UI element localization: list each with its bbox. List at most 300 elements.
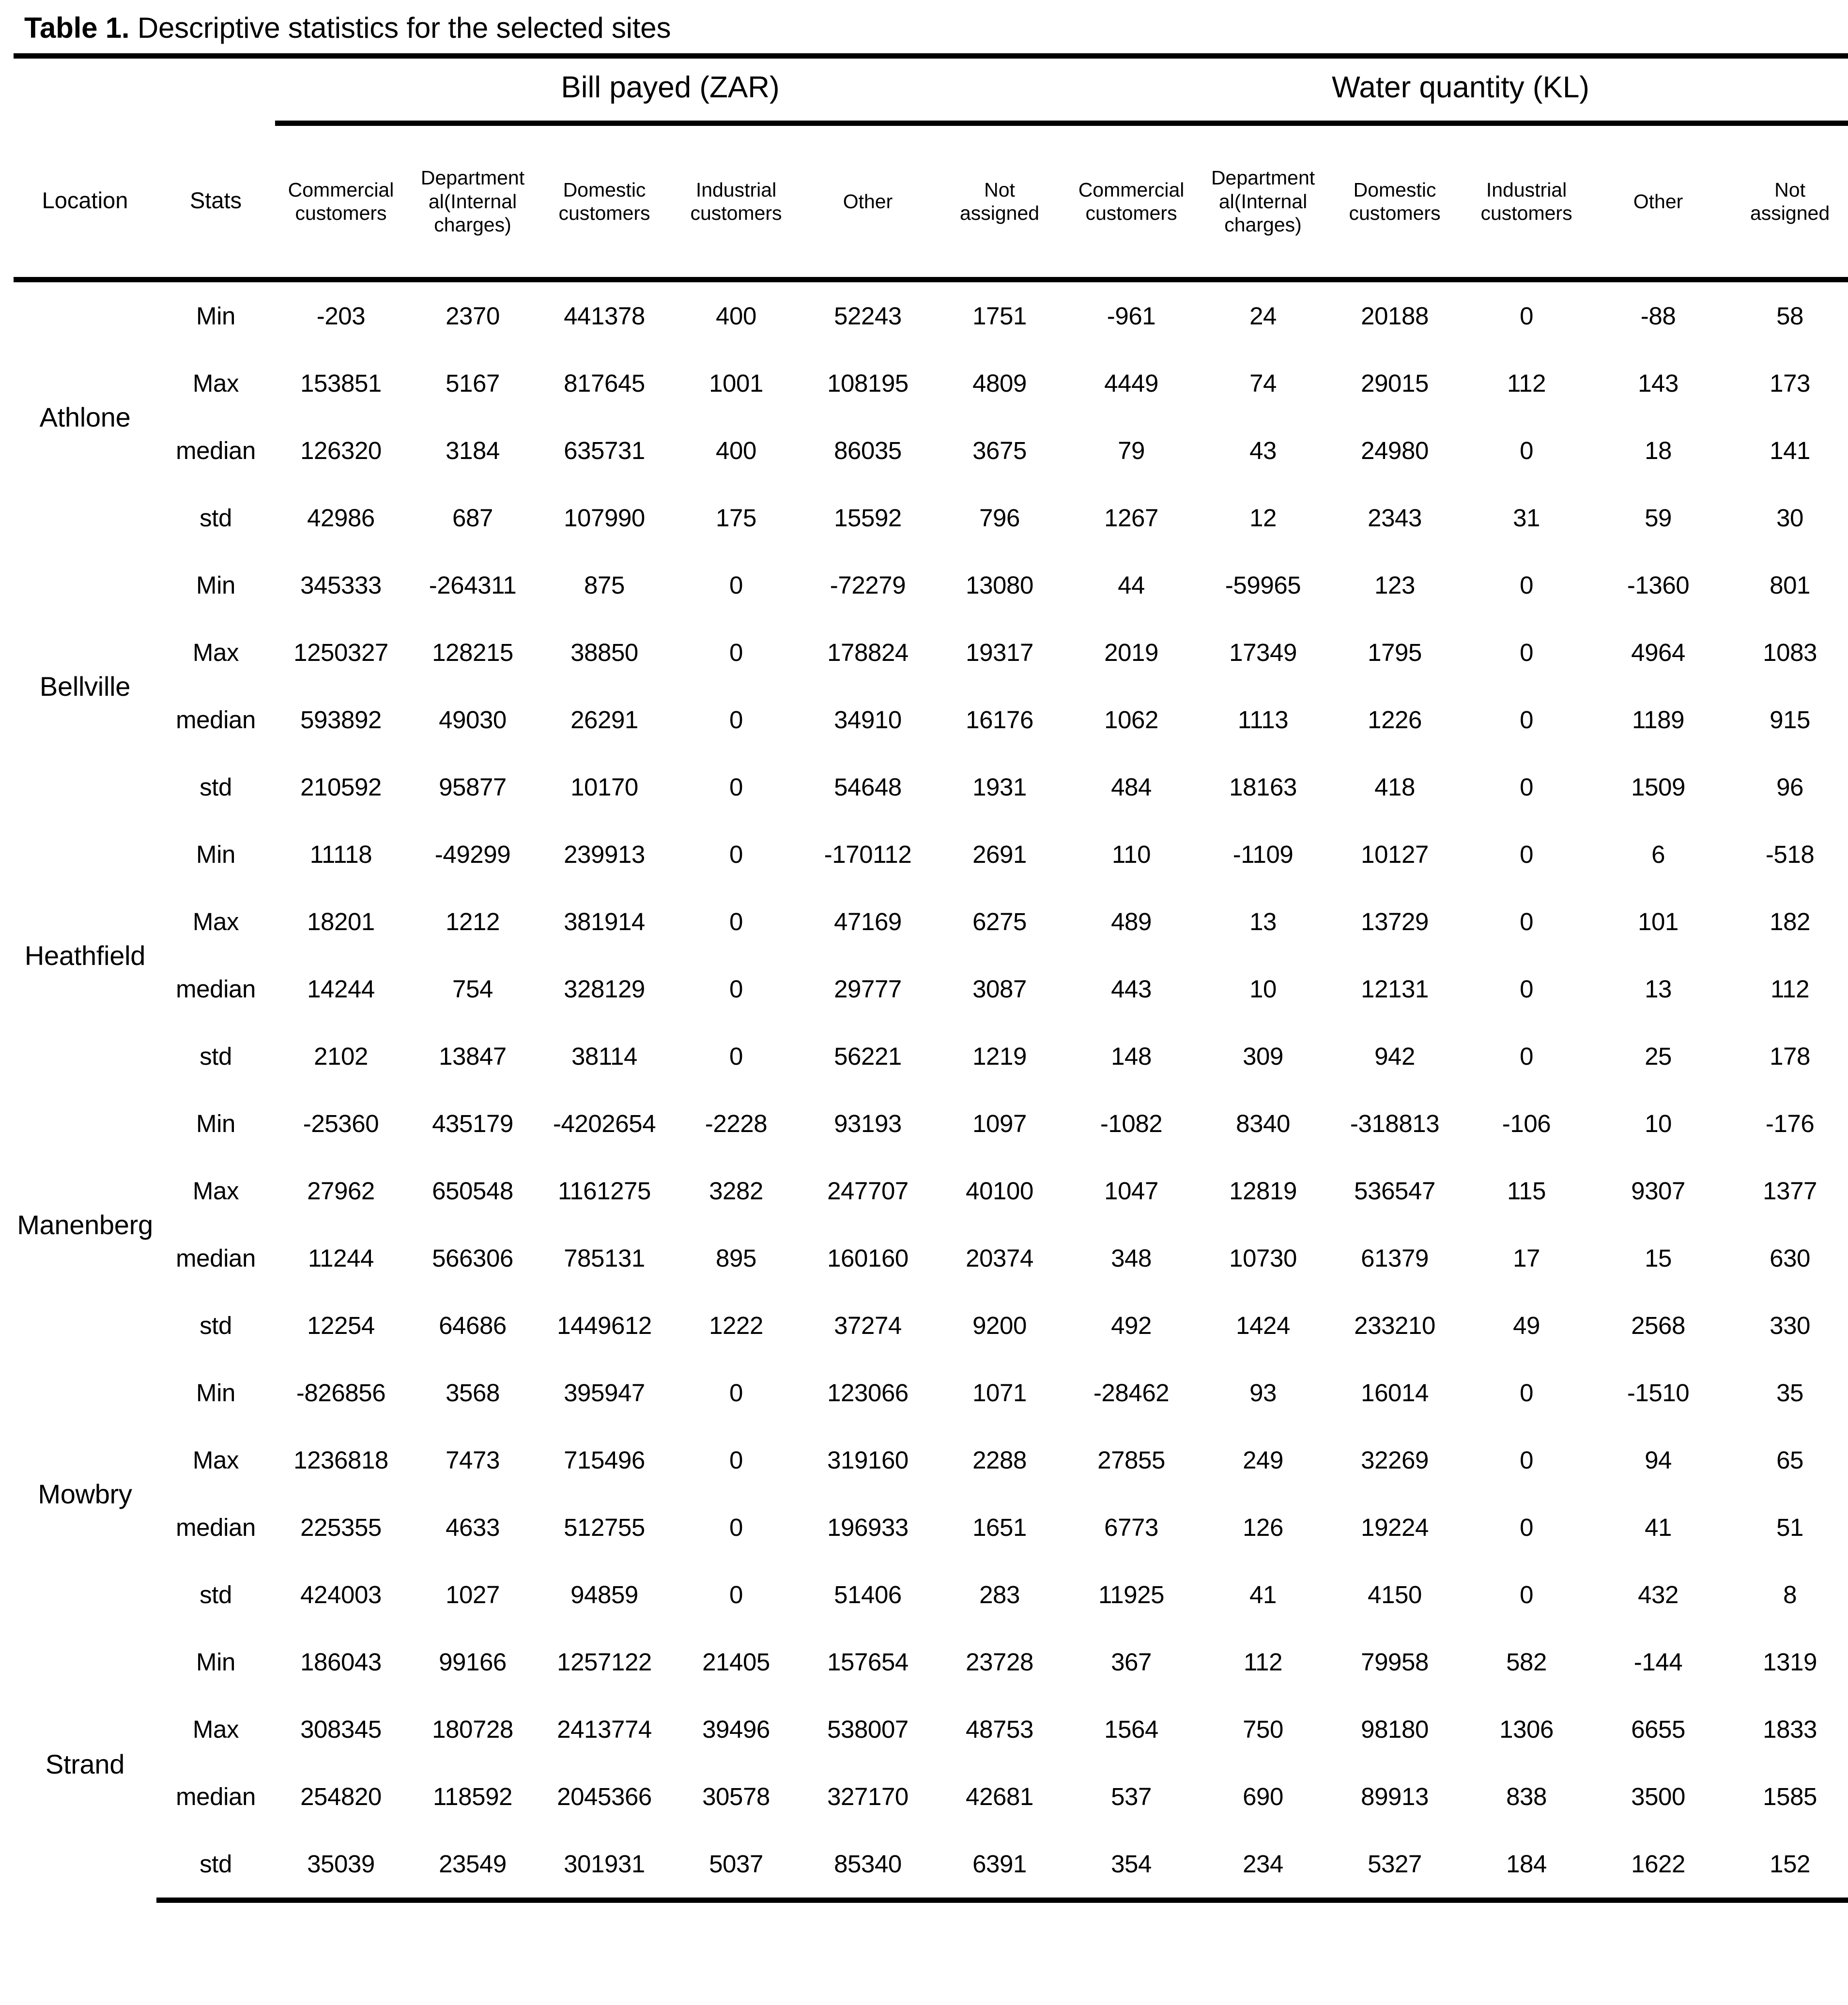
data-cell: 178 [1770,1042,1811,1070]
data-cell: 42681 [966,1783,1033,1810]
data-cell: 210592 [300,773,382,801]
data-cell: 0 [729,1514,743,1541]
header-line: Other [1633,190,1683,213]
stat-label-cell: std [200,773,232,801]
data-cell: 16176 [966,706,1033,734]
data-cell: 0 [729,639,743,666]
data-cell: 0 [1520,1379,1534,1407]
data-cell: 59 [1645,504,1672,532]
data-cell: 12131 [1361,975,1429,1003]
data-cell: 13847 [439,1042,507,1070]
data-cell: 13080 [966,571,1033,599]
data-cell: 11118 [309,841,372,868]
stat-label-cell: median [176,437,256,464]
data-cell: 2691 [972,841,1027,868]
data-cell: 41 [1645,1514,1672,1541]
stat-label-cell: median [176,1514,256,1541]
data-cell: 4964 [1631,639,1685,666]
table-row [14,888,1848,955]
header-line: Commercial [288,178,394,201]
data-cell: 1377 [1763,1177,1817,1205]
data-cell: 1097 [972,1110,1027,1137]
data-cell: 895 [716,1244,756,1272]
data-cell: 0 [729,1042,743,1070]
data-cell: 99166 [439,1648,507,1676]
data-cell: 8 [1783,1581,1797,1608]
data-cell: 17349 [1229,639,1297,666]
table-row [14,1090,1848,1157]
data-cell: 1424 [1236,1312,1290,1339]
data-cell: 160160 [827,1244,909,1272]
data-cell: 715496 [564,1446,645,1474]
data-cell: 126320 [300,437,382,464]
data-cell: 115 [1507,1177,1546,1205]
data-cell: 0 [1520,1446,1534,1474]
header-line: customers [1349,202,1441,224]
group-spacer-location [14,56,156,123]
stat-label-cell: median [176,706,256,734]
data-cell: 180728 [432,1715,513,1743]
data-cell: 65 [1776,1446,1804,1474]
data-cell: 186043 [300,1648,382,1676]
data-cell: 367 [1111,1648,1152,1676]
data-cell: 16014 [1361,1379,1429,1407]
data-cell: 0 [1520,975,1534,1003]
data-cell: 0 [729,975,743,1003]
data-cell: 17 [1513,1244,1540,1272]
data-cell: 3184 [446,437,500,464]
data-cell: 107990 [564,504,645,532]
table-row [14,1292,1848,1359]
table-row [14,1023,1848,1090]
header-line: Department [1211,167,1315,189]
data-cell: 1795 [1368,639,1422,666]
data-cell: 42986 [307,504,375,532]
data-cell: 11925 [1098,1581,1165,1608]
data-cell: 184 [1461,1830,1592,1900]
data-cell: 123 [1374,571,1415,599]
stat-label-cell: std [200,1581,232,1608]
header-line: Industrial [695,178,777,201]
data-cell: 1651 [972,1514,1027,1541]
data-cell: 108195 [827,369,909,397]
data-cell: 35 [1776,1379,1804,1407]
data-cell: 330 [1770,1312,1811,1339]
data-cell: 1236818 [293,1446,388,1474]
data-cell: 1212 [446,908,500,935]
data-cell: -2228 [705,1110,768,1137]
data-cell: 30578 [702,1783,770,1810]
data-cell: -72279 [830,571,906,599]
header-line: customers [1480,202,1572,224]
data-cell: 2045366 [557,1783,652,1810]
stat-label-cell: Min [196,1648,235,1676]
header-line: Domestic [563,178,646,201]
data-cell: 96 [1776,773,1804,801]
data-cell: 126 [1243,1514,1283,1541]
data-cell: 25 [1645,1042,1672,1070]
data-cell: 1222 [709,1312,763,1339]
data-cell: 58 [1776,302,1804,330]
data-cell: 74 [1249,369,1277,397]
data-cell: 38114 [571,1042,638,1070]
stat-label-cell: Max [192,1446,239,1474]
data-cell: 395947 [564,1379,645,1407]
data-cell: 875 [584,571,625,599]
table-row [14,753,1848,821]
stat-label-cell: median [176,1783,256,1810]
stat-label-cell: Min [196,1379,235,1407]
data-cell: 13729 [1361,908,1429,935]
data-cell: 3087 [972,975,1027,1003]
data-cell: 630 [1770,1244,1811,1272]
data-cell: 309 [1243,1042,1283,1070]
data-cell: 27855 [1097,1446,1165,1474]
data-cell: -176 [1765,1110,1815,1137]
data-cell: -144 [1633,1648,1683,1676]
data-cell: 1257122 [557,1648,652,1676]
data-cell: 2413774 [557,1715,652,1743]
header-line: Not [1774,178,1805,201]
data-cell: 157654 [827,1648,909,1676]
data-cell: 48753 [966,1715,1033,1743]
data-cell: 34910 [834,706,902,734]
header-line: Department [420,167,525,189]
data-cell: 0 [729,1446,743,1474]
data-cell: 1564 [1104,1715,1158,1743]
data-cell: 2568 [1631,1312,1685,1339]
data-cell: 239913 [564,841,645,868]
column-header-water-commercial-customers [1065,123,1197,280]
data-cell: 0 [1520,908,1534,935]
data-cell: 225355 [300,1514,382,1541]
data-cell: 1449612 [557,1312,652,1339]
data-cell: 101 [1638,908,1679,935]
data-cell: 94859 [570,1581,638,1608]
column-header-water-departmental-internal-charges [1197,123,1329,280]
location-cell: Strand [45,1749,125,1780]
data-cell: 56221 [834,1042,902,1070]
table-row [14,955,1848,1023]
location-cell: Heathfield [24,940,146,971]
table-row [14,1830,1848,1900]
data-cell: 39496 [702,1715,770,1743]
data-cell: 785131 [564,1244,645,1272]
data-cell: 838 [1506,1783,1547,1810]
table-row [14,1561,1848,1628]
group-header-bill-payed: Bill payed (ZAR) [275,56,1065,123]
data-cell: 9307 [1631,1177,1685,1205]
stat-label-cell: Min [196,841,235,868]
data-cell: 381914 [564,908,645,935]
data-cell: 283 [979,1581,1020,1608]
stat-label-cell: Max [192,1177,239,1205]
header-line: Domestic [1353,178,1436,201]
data-cell: 1219 [972,1042,1027,1070]
data-cell: 327170 [827,1783,909,1810]
data-cell: 4449 [1104,369,1158,397]
data-cell: 40100 [966,1177,1033,1205]
data-cell: 35039 [275,1830,407,1900]
data-cell: 10730 [1229,1244,1297,1272]
data-cell: 118592 [433,1783,512,1810]
data-cell: 0 [729,773,743,801]
data-cell: 14244 [307,975,375,1003]
data-cell: 328129 [564,975,645,1003]
table-row [14,1628,1848,1696]
data-cell: 1027 [446,1581,500,1608]
data-cell: 5167 [446,369,500,397]
table-row [14,280,1848,350]
data-cell: 13 [1249,908,1277,935]
data-cell: 141 [1770,437,1811,464]
stat-label-cell: Min [196,571,235,599]
data-cell: 26291 [570,706,638,734]
data-cell: 512755 [564,1514,645,1541]
data-cell: 1161275 [558,1177,651,1205]
stat-label-cell: std [200,504,232,532]
data-cell: 348 [1111,1244,1152,1272]
data-cell: 54648 [834,773,902,801]
group-spacer-stats [156,56,275,123]
data-cell: -1510 [1627,1379,1690,1407]
data-cell: 93193 [834,1110,902,1137]
data-cell: 153851 [300,369,382,397]
column-header-bill-commercial-customers [275,123,407,280]
header-line: Other [843,190,893,213]
data-cell: 484 [1111,773,1152,801]
stat-label-cell: std [156,1830,275,1900]
caption-label: Table 1. [24,12,130,44]
data-cell: 687 [452,504,493,532]
data-cell: 750 [1243,1715,1283,1743]
data-cell: -1109 [1232,841,1294,868]
table-row [14,1224,1848,1292]
table-body [14,280,1848,1900]
data-cell: 18201 [307,908,375,935]
data-cell: 182 [1770,908,1811,935]
data-cell: 1113 [1237,706,1289,734]
data-cell: 0 [729,1581,743,1608]
table-row [14,1763,1848,1830]
data-cell: 196933 [827,1514,909,1541]
column-header-bill-other [802,123,934,280]
header-line: assigned [959,202,1040,224]
data-cell: 173 [1770,369,1811,397]
data-cell: 85340 [802,1830,934,1900]
header-line: Not [984,178,1015,201]
column-header-location: Location [42,187,128,213]
data-cell: 1509 [1631,773,1685,801]
descriptive-statistics-table [14,53,1848,1903]
data-cell: -1360 [1627,571,1690,599]
data-cell: 3282 [709,1177,763,1205]
data-cell: 143 [1638,369,1679,397]
table-row [14,1157,1848,1224]
data-cell: -1082 [1100,1110,1163,1137]
data-cell: 593892 [300,706,382,734]
data-cell: 47169 [834,908,902,935]
data-cell: 249 [1243,1446,1283,1474]
header-line: charges) [1224,214,1302,236]
data-cell: 12 [1249,504,1277,532]
column-header-row [14,123,1848,280]
data-cell: 817645 [564,369,645,397]
data-cell: 37274 [834,1312,902,1339]
header-line: al(Internal [1218,190,1308,213]
data-cell: -4202654 [553,1110,656,1137]
data-cell: 6655 [1631,1715,1685,1743]
stat-label-cell: Min [196,302,235,330]
table-row [14,1426,1848,1494]
data-cell: 41 [1249,1581,1277,1608]
data-cell: 536547 [1354,1177,1435,1205]
data-cell: 1226 [1368,706,1422,734]
data-cell: -28462 [1093,1379,1170,1407]
data-cell: 1931 [972,773,1027,801]
data-cell: 29777 [834,975,902,1003]
data-cell: 93 [1249,1379,1277,1407]
data-cell: 915 [1770,706,1811,734]
data-cell: 4633 [446,1514,500,1541]
data-cell: 61379 [1361,1244,1429,1272]
data-cell: -49299 [434,841,511,868]
data-cell: 15 [1645,1244,1672,1272]
data-cell: 2288 [972,1446,1027,1474]
header-line: customers [1085,202,1177,224]
data-cell: 86035 [834,437,902,464]
data-cell: 31 [1513,504,1540,532]
table-row [14,686,1848,753]
data-cell: 418 [1374,773,1415,801]
data-cell: 489 [1111,908,1152,935]
stat-label-cell: std [200,1042,232,1070]
data-cell: -264311 [429,571,517,599]
data-cell: 5327 [1329,1830,1461,1900]
data-cell: 1062 [1104,706,1158,734]
data-cell: 4809 [972,369,1027,397]
data-cell: 0 [729,706,743,734]
data-cell: -826856 [296,1379,386,1407]
data-cell: 20188 [1361,302,1429,330]
data-cell: 254820 [300,1783,382,1810]
header-line: Commercial [1078,178,1185,201]
column-header-water-domestic-customers [1329,123,1461,280]
table-head [14,56,1848,280]
data-cell: 650548 [432,1177,513,1205]
data-cell: 52243 [834,302,902,330]
data-cell: 38850 [570,639,638,666]
column-header-bill-industrial-customers [670,123,802,280]
data-cell: 89913 [1361,1783,1429,1810]
data-cell: 44 [1118,571,1145,599]
column-header-stats: Stats [189,187,242,213]
data-cell: 1083 [1763,639,1817,666]
table-row [14,350,1848,417]
data-cell: 29015 [1361,369,1429,397]
data-cell: 10127 [1361,841,1429,868]
column-header-bill-not-assigned [934,123,1065,280]
column-header-water-not-assigned [1724,123,1848,280]
data-cell: 15592 [834,504,902,532]
data-cell: 1751 [972,302,1027,330]
data-cell: 49 [1513,1312,1540,1339]
data-cell: 19224 [1361,1514,1429,1541]
data-cell: 3500 [1631,1783,1685,1810]
location-cell: Bellville [39,671,131,702]
data-cell: 19317 [966,639,1033,666]
data-cell: 345333 [300,571,382,599]
data-cell: 308345 [300,1715,382,1743]
data-cell: 424003 [300,1581,382,1608]
data-cell: 435179 [432,1110,513,1137]
data-cell: 0 [1520,706,1534,734]
data-cell: 1833 [1763,1715,1817,1743]
data-cell: 79 [1118,437,1145,464]
data-cell: 1001 [709,369,763,397]
data-cell: 148 [1111,1042,1152,1070]
data-cell: 43 [1249,437,1277,464]
data-cell: 5037 [670,1830,802,1900]
data-cell: 0 [1520,1514,1534,1541]
table-caption [14,0,1834,53]
data-cell: 12254 [307,1312,375,1339]
data-cell: 11244 [308,1244,374,1272]
data-cell: 0 [729,841,743,868]
stat-label-cell: std [200,1312,232,1339]
data-cell: 0 [729,571,743,599]
data-cell: 492 [1111,1312,1152,1339]
data-cell: 443 [1111,975,1152,1003]
data-cell: 8340 [1236,1110,1290,1137]
caption-text: Descriptive statistics for the selected sites [129,12,671,44]
location-cell: Athlone [39,401,131,432]
data-cell: 319160 [827,1446,909,1474]
data-cell: 0 [1520,302,1534,330]
data-cell: 27962 [307,1177,375,1205]
data-cell: 690 [1243,1783,1283,1810]
data-cell: 1319 [1763,1648,1817,1676]
data-cell: 4150 [1368,1581,1422,1608]
data-cell: 21405 [702,1648,770,1676]
location-cell: Mowbry [38,1478,132,1509]
data-cell: -106 [1502,1110,1551,1137]
column-header-water-other [1592,123,1724,280]
data-cell: 18163 [1229,773,1297,801]
stat-label-cell: Max [192,908,239,935]
header-line: charges) [434,214,511,236]
table-row [14,417,1848,484]
data-cell: -170112 [824,841,912,868]
data-cell: 942 [1374,1042,1415,1070]
data-cell: 538007 [827,1715,909,1743]
column-header-bill-departmental-internal-charges [407,123,539,280]
stat-label-cell: Max [192,369,239,397]
stat-label-cell: Max [192,1715,239,1743]
data-cell: 49030 [439,706,507,734]
data-cell: 79958 [1361,1648,1429,1676]
data-cell: 7473 [446,1446,500,1474]
data-cell: -318813 [1350,1110,1440,1137]
group-header-water-quantity: Water quantity (KL) [1065,56,1848,123]
data-cell: 10 [1645,1110,1672,1137]
data-cell: -518 [1765,841,1815,868]
data-cell: 1071 [972,1379,1027,1407]
data-cell: -203 [316,302,366,330]
data-cell: 301931 [539,1830,670,1900]
data-cell: 51 [1776,1514,1804,1541]
data-cell: 23728 [966,1648,1033,1676]
